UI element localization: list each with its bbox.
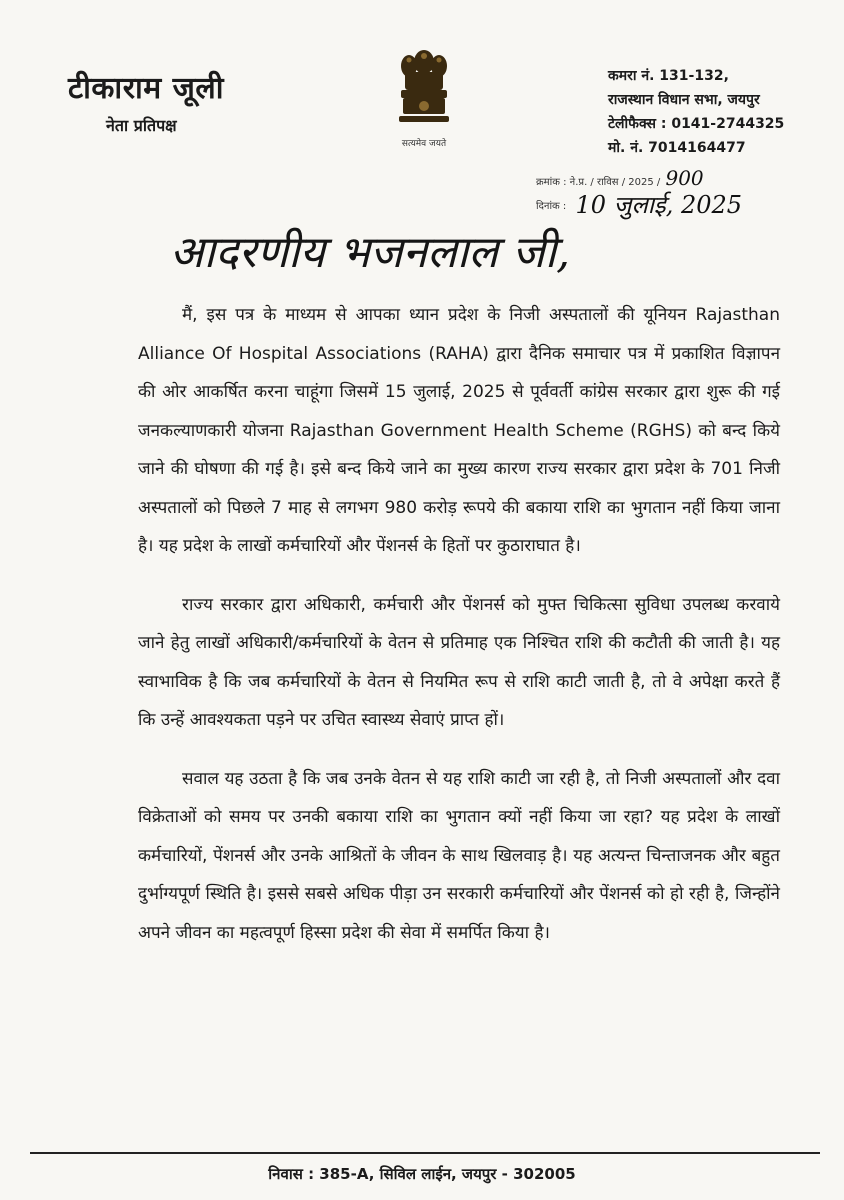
- reference-number: 900: [665, 166, 704, 190]
- paragraph-2: राज्य सरकार द्वारा अधिकारी, कर्मचारी और पेंशनर्स को मुफ्त चिकित्सा सुविधा उपलब्ध करवाये जाने हेतु लाखों अधिकारी/कर्मचारियों के वेतन से प्रतिमाह एक निश्चित राशि की कटौती की जाती है। यह स्वाभाविक है कि जब कर्मचारियों के वेतन से नियमित रूप से राशि काटी जाती है, तो वे अपेक्षा करते हैं कि उन्हें आवश्यकता पड़ने पर उचित स्वास्थ्य सेवाएं प्राप्त हों।: [138, 594, 780, 730]
- sender-name: टीकाराम जूली: [68, 71, 224, 106]
- contact-mobile: मो. नं. 7014164477: [608, 140, 746, 156]
- contact-room: कमरा नं. 131-132,: [608, 68, 729, 84]
- sender-designation: नेता प्रतिपक्ष: [106, 116, 177, 135]
- contact-block: [608, 64, 784, 160]
- lion-capital-icon: [393, 42, 455, 134]
- emblem-motto: सत्यमेव जयते: [401, 139, 447, 149]
- date-label: दिनांक :: [536, 201, 567, 212]
- footer-divider: [30, 1152, 820, 1154]
- letter-date: 10 जुलाई, 2025: [575, 191, 743, 219]
- paragraph-1: मैं, इस पत्र के माध्यम से आपका ध्यान प्रदेश के निजी अस्पतालों की यूनियन Rajasthan Alliance Of Hospital Associations (RAHA) द्वारा दैनिक समाचार पत्र में प्रकाशित विज्ञापन की ओर आकर्षित करना चाहूंगा जिसमें 15 जुलाई, 2025 से पूर्ववर्ती कांग्रेस सरकार द्वारा शुरू की गई जनकल्याणकारी योजना Rajasthan Government Health Scheme (RGHS) को बन्द किये जाने की घोषणा की गई है। इसे बन्द किये जाने का मुख्य कारण राज्य सरकार द्वारा प्रदेश के 701 निजी अस्पतालों को पिछले 7 माह से लगभग 980 करोड़ रूपये की बकाया राशि का भुगतान नहीं किया जाना है। यह प्रदेश के लाखों कर्मचारियों और पेंशनर्स के हितों पर कुठाराघात है।: [138, 305, 780, 556]
- salutation: आदरणीय भजनलाल जी,: [170, 227, 571, 278]
- contact-address: राजस्थान विधान सभा, जयपुर: [608, 92, 760, 108]
- contact-telefax: टेलीफैक्स : 0141-2744325: [608, 116, 785, 132]
- state-emblem: [384, 42, 464, 154]
- letter-body: [138, 296, 780, 952]
- date-line: [536, 184, 742, 217]
- reference-label: क्रमांक : ने.प्र. / राविस / 2025 /: [536, 177, 661, 188]
- footer-address: निवास : 385-A, सिविल लाईन, जयपुर - 302005: [268, 1165, 576, 1183]
- paragraph-3: सवाल यह उठता है कि जब उनके वेतन से यह राशि काटी जा रही है, तो निजी अस्पतालों और दवा विक्रेताओं को समय पर उनकी बकाया राशि का भुगतान क्यों नहीं किया जा रहा? यह प्रदेश के लाखों कर्मचारियों, पेंशनर्स और उनके आश्रितों के जीवन के साथ खिलवाड़ है। यह अत्यन्त चिन्ताजनक और बहुत दुर्भाग्यपूर्ण स्थिति है। इससे सबसे अधिक पीड़ा उन सरकारी कर्मचारियों और पेंशनर्स को हो रही है, जिन्होंने अपने जीवन का महत्वपूर्ण हिस्सा प्रदेश की सेवा में समर्पित किया है।: [138, 768, 780, 943]
